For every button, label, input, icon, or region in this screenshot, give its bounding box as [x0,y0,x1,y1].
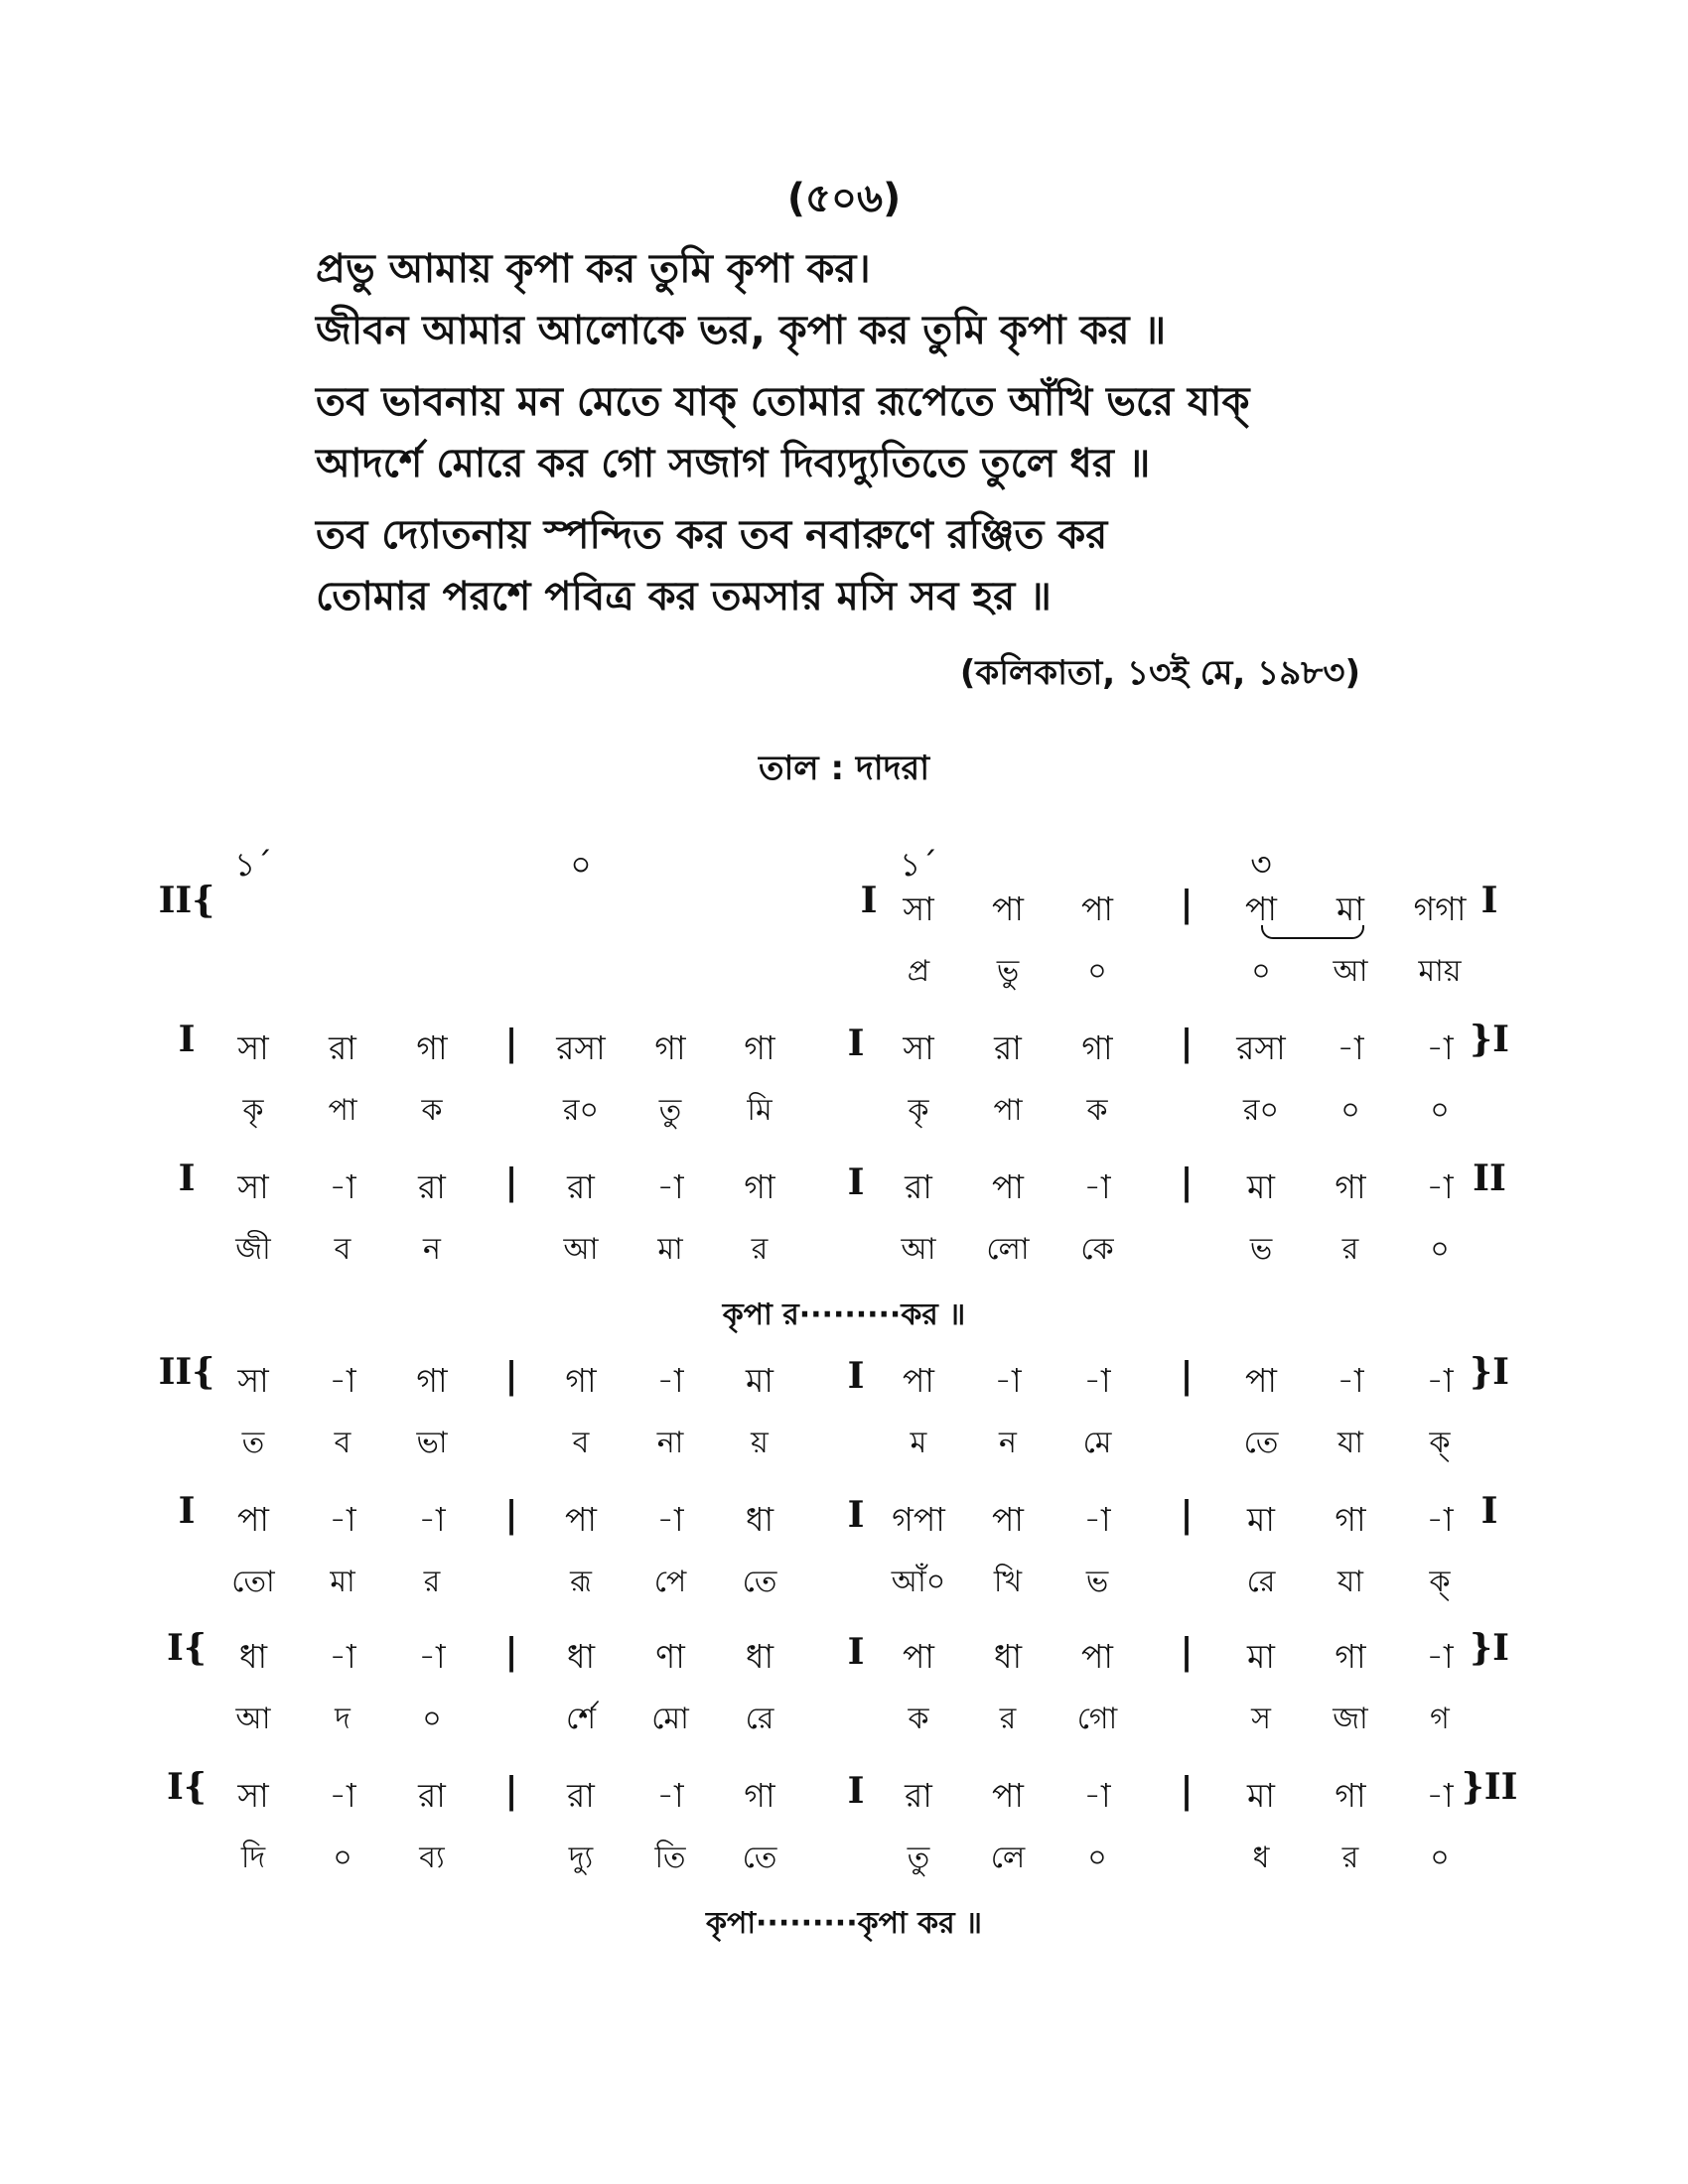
bol-syllable: গ [1430,1702,1450,1736]
bol-syllable: ভা [416,1426,448,1460]
bol-syllable: জা [1333,1702,1368,1736]
bol-syllable: ধ [1252,1841,1270,1875]
bol-syllable: জী [235,1232,271,1267]
bol-syllable: র০ [562,1093,599,1128]
bol-syllable: মো [651,1702,689,1736]
bol-syllable: মা [330,1565,355,1599]
swar-note: গপা [892,1500,945,1539]
bol-syllable: ক [908,1702,929,1736]
beat-mark: ০ [570,845,592,884]
swar-note: রা [329,1028,356,1067]
swar-note: -া [656,1361,684,1400]
bol-syllable: তে [742,1565,777,1599]
bol-syllable: যা [1337,1426,1363,1460]
close-bar-sign: I [1480,880,1498,921]
bol-syllable: ন [423,1232,441,1267]
swar-note: গা [1335,1167,1366,1206]
bol-syllable: তে [742,1841,777,1875]
bar-sign: | [504,1494,518,1536]
swar-note: -া [418,1637,446,1676]
open-bar-sign: I [178,1490,196,1532]
swar-note: ধা [993,1637,1023,1676]
bol-syllable: র্শে [566,1702,596,1736]
swar-note: রা [905,1167,932,1206]
bol-syllable: রে [1246,1565,1276,1599]
bar-sign: | [1180,1161,1194,1203]
bar-sign: | [1180,1770,1194,1812]
swar-note: পা [903,1637,934,1676]
bol-syllable: র০ [1242,1093,1279,1128]
bol-syllable: দ [335,1702,351,1736]
bol-syllable: ব [334,1426,352,1460]
swar-note: মা [1247,1167,1275,1206]
open-bar-sign: I{ [167,1627,207,1669]
bar-sign: | [504,1161,518,1203]
swar-note: -া [418,1500,446,1539]
bol-syllable: পা [328,1093,357,1128]
bol-syllable: য় [751,1426,769,1460]
stanza-line: জীবন আমার আলোকে ভর, কৃপা কর তুমি কৃপা কর ॥ [316,308,1167,353]
close-bar-sign: I [1480,1490,1498,1532]
swar-note: -া [1083,1361,1111,1400]
bol-syllable: ক্ [1429,1565,1451,1599]
swar-note: মা [1247,1637,1275,1676]
stanza-3 [316,504,1408,627]
stanza-line: আদর্শে মোরে কর গো সজাগ দিব্যদ্যুতিতে তুলে ধর ॥ [316,441,1151,486]
bar-sign: I [847,1355,865,1397]
beat-mark: ১´ [234,845,272,884]
close-bar-sign: }I [1470,1019,1509,1060]
bol-syllable: ০ [1087,954,1107,989]
bol-syllable: তো [231,1565,275,1599]
swar-note: গা [1335,1500,1366,1539]
bol-syllable: তু [658,1093,682,1128]
bol-syllable: ম [910,1426,927,1460]
bol-syllable: ০ [333,1841,352,1875]
bol-syllable: ব [334,1232,352,1267]
bar-sign: | [504,1631,518,1673]
bol-syllable: ক [421,1093,443,1128]
bar-sign: I [847,1631,865,1673]
swar-note: সা [903,1028,934,1067]
beat-mark: ৩ [1250,845,1272,884]
bar-sign: | [504,1355,518,1397]
swar-note: -া [329,1361,356,1400]
swar-note: মা [1247,1776,1275,1815]
swar-note: পা [903,1361,934,1400]
close-bar-sign: }I [1470,1351,1509,1393]
refrain-cue: কৃপা·········কৃপা কর ॥ [705,1906,983,1941]
tala-heading: তাল : দাদরা [758,749,930,788]
swar-note: ণা [655,1637,685,1676]
swar-note: রসা [556,1028,606,1067]
swar-note: ধা [566,1637,596,1676]
swar-note: গগা [1413,889,1467,928]
bol-syllable: ত [241,1426,265,1460]
bol-syllable: র [1341,1232,1359,1267]
swar-note: মা [1247,1500,1275,1539]
close-bar-sign: }I [1470,1627,1509,1669]
swar-note: ধা [745,1637,774,1676]
swar-note: পা [992,1776,1024,1815]
bol-syllable: মে [1082,1426,1112,1460]
bol-syllable: ০ [1430,1232,1450,1267]
bar-sign: I [847,1770,865,1812]
swar-note: -া [329,1776,356,1815]
bol-syllable: মা [657,1232,683,1267]
swar-note: পা [992,1167,1024,1206]
swar-note: পা [992,1500,1024,1539]
bar-sign: I [847,1494,865,1536]
swar-note: পা [1245,889,1277,928]
swar-note: -া [1426,1167,1454,1206]
swar-note: রা [905,1776,932,1815]
bol-syllable: ০ [1087,1841,1107,1875]
swar-note: পা [1081,1637,1113,1676]
bol-syllable: আ [901,1232,936,1267]
bar-sign: I [860,880,878,921]
bol-syllable: পে [653,1565,687,1599]
meend-slur [1261,925,1364,939]
bol-syllable: ০ [1430,1093,1450,1128]
swar-note: পা [237,1500,269,1539]
bol-syllable: না [656,1426,684,1460]
swar-note: গা [1335,1776,1366,1815]
swar-note: রা [994,1028,1022,1067]
bol-syllable: ন [999,1426,1017,1460]
swar-note: -া [656,1500,684,1539]
swar-note: সা [237,1167,269,1206]
swar-note: পা [1245,1361,1277,1400]
swar-note: রা [418,1167,446,1206]
page-number: (৫০৬) [786,176,902,221]
stanza-2 [316,371,1408,494]
bol-syllable: তে [1243,1426,1279,1460]
bol-syllable: লে [990,1841,1026,1875]
swar-note: -া [656,1776,684,1815]
swar-note: মা [1336,889,1364,928]
bol-syllable: ভ [1085,1565,1109,1599]
swar-note: গা [744,1776,775,1815]
swar-note: গা [416,1361,448,1400]
bol-syllable: খি [993,1565,1023,1599]
swar-note: -া [1426,1637,1454,1676]
swar-note: পা [565,1500,597,1539]
swar-note: গা [416,1028,448,1067]
swar-note: -া [1426,1361,1454,1400]
bol-syllable: আ [1333,954,1368,989]
swar-note: -া [329,1500,356,1539]
swar-note: সা [903,889,934,928]
close-bar-sign: II [1473,1158,1506,1199]
swar-note: গা [654,1028,686,1067]
refrain-cue: কৃপা র·········কর ॥ [722,1297,966,1332]
open-bar-sign: II{ [158,880,215,921]
bol-syllable: রে [745,1702,774,1736]
close-bar-sign: }II [1461,1766,1518,1808]
bol-syllable: কে [1080,1232,1114,1267]
bar-sign: | [1180,1631,1194,1673]
stanza-line: তব দ্যোতনায় স্পন্দিত কর তব নবারুণে রঞ্জিত কর [316,512,1108,558]
swar-note: গা [1335,1637,1366,1676]
open-bar-sign: I [178,1019,196,1060]
swar-note: -া [1336,1361,1364,1400]
bol-syllable: যা [1337,1565,1363,1599]
swar-note: ধা [238,1637,268,1676]
swar-note: -া [1083,1500,1111,1539]
bol-syllable: র [751,1232,769,1267]
bar-sign: | [1180,1494,1194,1536]
bar-sign: | [504,1770,518,1812]
swar-note: -া [1083,1776,1111,1815]
swar-note: রা [418,1776,446,1815]
swar-note: পা [1081,889,1113,928]
swar-note: সা [237,1361,269,1400]
swar-note: -া [329,1637,356,1676]
bol-syllable: প্র [907,954,930,989]
open-bar-sign: II{ [158,1351,215,1393]
swar-note: -া [994,1361,1022,1400]
bol-syllable: গো [1076,1702,1118,1736]
swar-note: -া [656,1167,684,1206]
bol-syllable: ০ [1340,1093,1360,1128]
swar-note: রসা [1236,1028,1286,1067]
swar-note: -া [1426,1776,1454,1815]
swar-note: -া [1336,1028,1364,1067]
bol-syllable: লো [986,1232,1030,1267]
swar-note: -া [329,1167,356,1206]
bol-syllable: র [999,1702,1017,1736]
swar-note: গা [565,1361,597,1400]
swar-note: পা [992,889,1024,928]
bol-syllable: পা [993,1093,1023,1128]
bol-syllable: দ্যু [568,1841,594,1875]
stanza-line: তোমার পরশে পবিত্র কর তমসার মসি সব হর ॥ [316,574,1052,619]
stanza-line: তব ভাবনায় মন মেতে যাক্ তোমার রূপেতে আঁখি ভরে যাক্ [316,379,1250,425]
bol-syllable: ক্ [1429,1426,1451,1460]
bol-syllable: তু [907,1841,930,1875]
swar-note: -া [1426,1028,1454,1067]
composition-dateline: (কলিকাতা, ১৩ই মে, ১৯৮৩) [959,653,1360,693]
swar-note: গা [744,1167,775,1206]
stanza-line: প্রভু আমায় কৃপা কর তুমি কৃপা কর। [316,246,871,292]
swar-note: রা [567,1167,595,1206]
bol-syllable: মায় [1418,954,1462,989]
bol-syllable: ক [1086,1093,1108,1128]
swar-note: গা [744,1028,775,1067]
bar-sign: | [1180,1355,1194,1397]
bol-syllable: কৃ [242,1093,264,1128]
bar-sign: | [504,1023,518,1064]
bol-syllable: ০ [1430,1841,1450,1875]
bol-syllable: আ [563,1232,599,1267]
swar-note: -া [1083,1167,1111,1206]
swar-note: সা [237,1776,269,1815]
open-bar-sign: I{ [167,1766,207,1808]
bol-syllable: ভ [1249,1232,1273,1267]
bol-syllable: কৃ [908,1093,929,1128]
bol-syllable: আঁ০ [891,1565,946,1599]
bol-syllable: মি [747,1093,773,1128]
swar-note: ধা [745,1500,774,1539]
open-bar-sign: I [178,1158,196,1199]
bol-syllable: দি [240,1841,266,1875]
bol-syllable: স [1251,1702,1271,1736]
bol-syllable: ০ [422,1702,442,1736]
bol-syllable: তি [654,1841,686,1875]
bol-syllable: ব [572,1426,590,1460]
bol-syllable: র [1341,1841,1359,1875]
bol-syllable: র [423,1565,441,1599]
bol-syllable: ব্য [419,1841,445,1875]
swar-note: -া [1426,1500,1454,1539]
swar-note: সা [237,1028,269,1067]
stanza-1 [316,238,1408,361]
swar-note: রা [567,1776,595,1815]
swar-note: মা [746,1361,774,1400]
bar-sign: I [847,1161,865,1203]
bar-sign: | [1180,884,1194,925]
bol-syllable: আ [235,1702,271,1736]
bar-sign: I [847,1023,865,1064]
bol-syllable: ০ [1251,954,1271,989]
bol-syllable: রূ [570,1565,592,1599]
swar-note: গা [1081,1028,1113,1067]
beat-mark: ১´ [900,845,937,884]
bol-syllable: ভু [996,954,1020,989]
bar-sign: | [1180,1023,1194,1064]
